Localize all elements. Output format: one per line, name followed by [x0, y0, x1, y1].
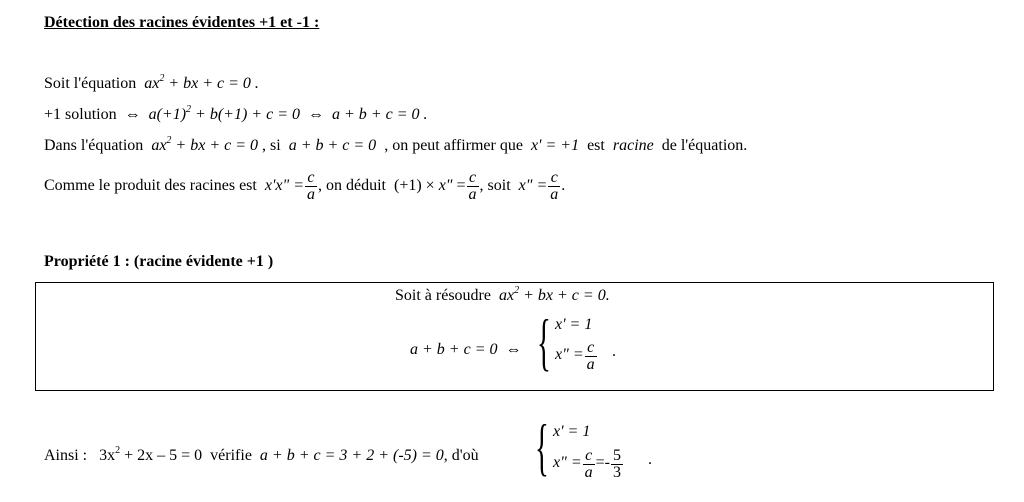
text: Soit l'équation: [44, 75, 137, 92]
text: est: [587, 137, 605, 154]
text: +1 solution: [44, 106, 117, 123]
text: , d'où: [443, 447, 479, 464]
text: , si: [262, 137, 281, 154]
fraction: $\frac{c}{a}$: [468, 169, 477, 203]
iff-symbol: ⇔: [308, 106, 324, 123]
line-equation: [44, 73, 259, 92]
text: vérifie: [210, 447, 252, 464]
line-solution: [44, 104, 428, 123]
text: Ainsi :: [44, 447, 88, 464]
equation: x'x" =: [264, 177, 304, 195]
section-title: Détection des racines évidentes +1 et -1 :: [44, 14, 320, 31]
equation: a + b + c = 3 + 2 + (-5) = 0: [259, 447, 444, 464]
property-line-1: [395, 285, 610, 304]
text: .: [561, 177, 566, 195]
equation: $ax^2$ + bx + c = 0: [151, 135, 259, 154]
system-root-2: x" = $\frac{c}{a}$: [555, 339, 595, 373]
equation: $3x^2 + 2x - 5 = 0$: [99, 445, 203, 464]
text: Dans l'équation: [44, 137, 144, 154]
example-end: .: [648, 451, 652, 468]
line-condition: [44, 135, 748, 154]
left-brace-icon: {: [535, 411, 549, 482]
text: , on déduit: [317, 177, 386, 195]
left-brace-icon: {: [537, 306, 551, 377]
fraction: $\frac{c}{a}$: [586, 339, 595, 373]
example-line: [44, 445, 479, 464]
equation: $a(+1)^2 + b(+1) + c = 0$: [148, 104, 300, 123]
property-condition: [410, 342, 522, 358]
equation: x" =: [518, 177, 548, 195]
equation: a + b + c = 0: [288, 137, 377, 154]
iff-symbol: ⇔: [505, 341, 522, 358]
equation: a + b + c = 0 .: [332, 106, 428, 123]
fraction: $\frac{c}{a}$: [550, 169, 559, 203]
emphasis: racine: [612, 137, 654, 154]
equation: x' = +1: [530, 137, 580, 154]
fraction: $\frac{5}{3}$: [612, 447, 621, 481]
text: Comme le produit des racines est: [44, 177, 257, 195]
text: , on peut affirmer que: [384, 137, 523, 154]
fraction: $\frac{c}{a}$: [306, 169, 315, 203]
equation: $ax^2$ + bx + c = 0 .: [144, 73, 259, 92]
text: Soit à résoudre: [395, 287, 491, 304]
system-end: .: [612, 343, 616, 360]
equation: (+1) × x" =: [393, 177, 466, 195]
iff-symbol: ⇔: [124, 106, 141, 123]
example-root-1: x' = 1: [553, 423, 591, 440]
fraction: $\frac{c}{a}$: [584, 447, 593, 481]
equation: a + b + c = 0: [410, 341, 498, 358]
line-product: [44, 170, 565, 203]
equation: $ax^2$ + bx + c = 0.: [498, 285, 610, 304]
system-root-1: x' = 1: [555, 316, 593, 333]
text: de l'équation.: [661, 137, 748, 154]
text: , soit: [479, 177, 511, 195]
property-heading: Propriété 1 : (racine évidente +1 ): [44, 253, 274, 270]
example-root-2: x" = $\frac{c}{a}$ =- $\frac{5}{3}$: [553, 447, 621, 481]
